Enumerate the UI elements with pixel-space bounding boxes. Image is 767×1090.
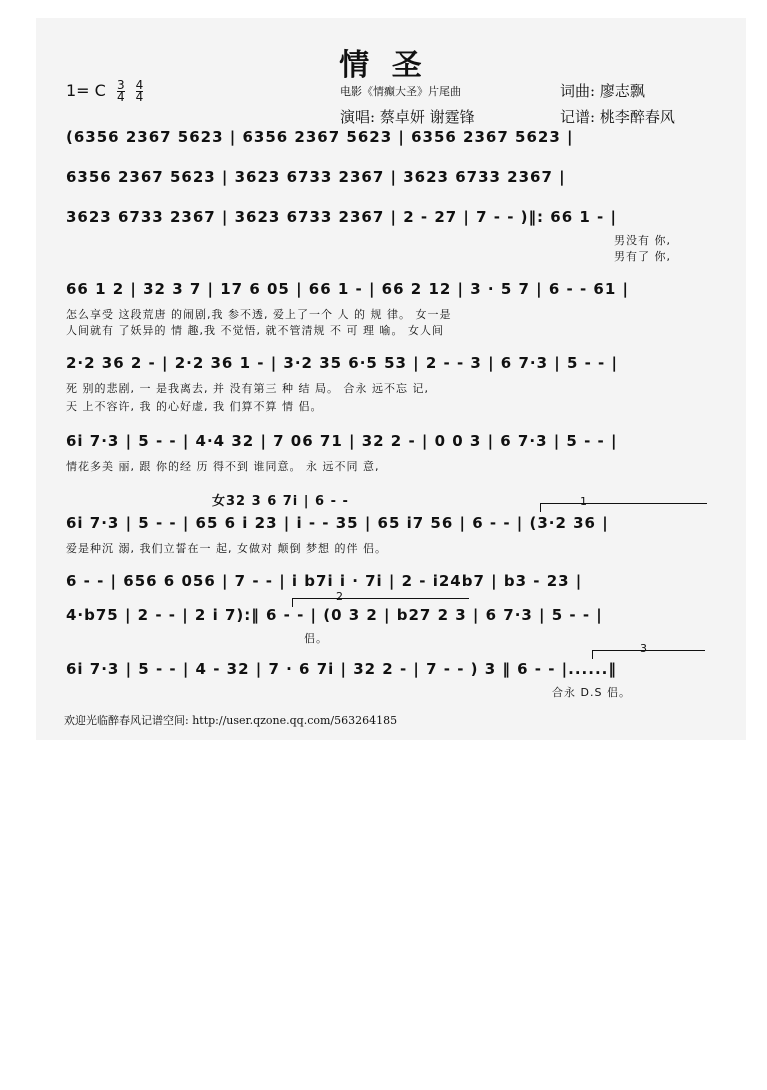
lyric-line-4a: 怎么享受 这段荒唐 的闹剧,我 参不透, 爱上了一个 人 的 规 律。 女一是 — [66, 308, 452, 321]
score-line-1: (6356 2367 5623 | 6356 2367 5623 | 6356 2367 5623 | — [66, 128, 574, 146]
singers: 演唱: 蔡卓妍 谢霆锋 — [340, 108, 475, 126]
transcriber: 记谱: 桃李醉春风 — [560, 108, 675, 126]
score-line-10: 6i 7·3 | 5 - - | 4 - 32 | 7 · 6 7i | 32 2 - | 7 - - ) 3 ‖ 6 - - |......‖ — [66, 660, 617, 678]
score-line-7: 6i 7·3 | 5 - - | 65 6 i 23 | i - - 35 | 65 i7 56 | 6 - - | (3·2 36 | — [66, 514, 609, 532]
time-signature-2: $\frac{4}{4}$ — [135, 78, 144, 104]
lyric-line-10: 合永 D.S 侣。 — [552, 686, 631, 699]
key-signature — [66, 80, 143, 103]
score-line-9: 4·b75 | 2 - - | 2 i 7):‖ 6 - - | (0 3 2 | b27 2 3 | 6 7·3 | 5 - - | — [66, 606, 603, 624]
score-line-7-pickup: 女32 3 6 7i | 6 - - — [212, 494, 349, 509]
volta-1-label: 1 — [580, 495, 587, 508]
lyric-line-6: 情花多美 丽, 跟 你的经 历 得不到 谁同意。 永 远不同 意, — [66, 460, 380, 473]
lyric-line-4b: 人间就有 了妖异的 情 趣,我 不觉悟, 就不管清规 不 可 理 喻。 女人间 — [66, 324, 444, 337]
footer-text: 欢迎光临醉春风记谱空间: http://user.qzone.qq.com/563264185 — [64, 714, 398, 727]
song-source: 电影《情癫大圣》片尾曲 — [340, 85, 461, 98]
score-line-4: 66 1 2 | 32 3 7 | 17 6 05 | 66 1 - | 66 2 12 | 3 · 5 7 | 6 - - 61 | — [66, 280, 629, 298]
score-line-2: 6356 2367 5623 | 3623 6733 2367 | 3623 6733 2367 | — [66, 168, 566, 186]
lyricist: 词曲: 廖志飘 — [560, 82, 645, 100]
lyric-line-3b: 男有了 你, — [614, 250, 671, 263]
lyric-line-3a: 男没有 你, — [614, 234, 671, 247]
volta-bracket-3 — [592, 650, 705, 659]
lyric-line-7: 爱是种沉 溺, 我们立誓在一 起, 女做对 颠倒 梦想 的伴 侣。 — [66, 542, 387, 555]
lyric-line-5a: 死 别的悲剧, 一 是我离去, 并 没有第三 种 结 局。 合永 远不忘 记, — [66, 382, 429, 395]
volta-2-label: 2 — [336, 590, 343, 603]
score-line-5: 2·2 36 2 - | 2·2 36 1 - | 3·2 35 6·5 53 | 2 - - 3 | 6 7·3 | 5 - - | — [66, 354, 618, 372]
song-title: 情 圣 — [339, 48, 428, 83]
time-signature-1: $\frac{3}{4}$ — [116, 78, 125, 104]
key-label: 1= C — [66, 81, 106, 100]
score-line-3: 3623 6733 2367 | 3623 6733 2367 | 2 - 27 | 7 - - )‖: 66 1 - | — [66, 208, 617, 226]
lyric-line-9: 侣。 — [304, 632, 328, 645]
lyric-line-5b: 天 上不容许, 我 的心好虚, 我 们算不算 情 侣。 — [66, 400, 323, 413]
score-line-8: 6 - - | 656 6 056 | 7 - - | i b7i i · 7i | 2 - i24b7 | b3 - 23 | — [66, 572, 583, 590]
score-line-6: 6i 7·3 | 5 - - | 4·4 32 | 7 06 71 | 32 2 - | 0 0 3 | 6 7·3 | 5 - - | — [66, 432, 618, 450]
volta-3-label: 3 — [640, 642, 647, 655]
volta-bracket-1 — [540, 503, 707, 512]
